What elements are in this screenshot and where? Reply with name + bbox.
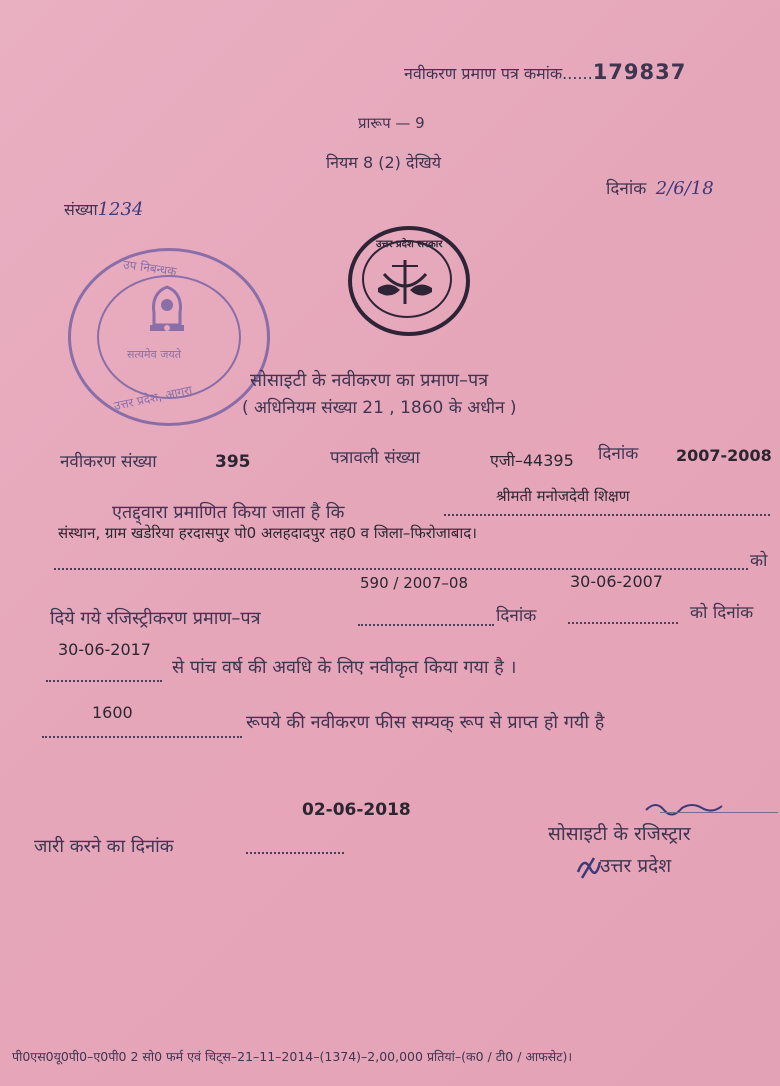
society-name-part2: संस्थान, ग्राम खडेरिया हरदासपुर पो0 अलहदादपुर तह0 व जिला–फिरोजाबाद। [58,524,477,542]
dotted-line-issue [246,852,344,854]
number-handwritten: 1234 [97,199,144,220]
signature-rule [660,812,778,813]
serial-label: नवीकरण प्रमाण पत्र कमांक......179837 [404,60,687,84]
serial-number: 179837 [592,60,687,84]
certify-text: एतद्द्वारा प्रमाणित किया जाता है कि [112,502,345,523]
date-field: दिनांक 2/6/18 [606,178,714,199]
certificate-subtitle: ( अधिनियम संख्या 21 , 1860 के अधीन ) [242,398,517,418]
date-handwritten: 2/6/18 [655,178,714,199]
dotted-line-address [54,568,748,570]
fee-amount: 1600 [92,703,133,722]
issue-date: 02-06-2018 [302,800,411,820]
registrar-state: उत्तर प्रदेश [600,855,672,877]
renewed-text: से पांच वर्ष की अवधि के लिए नवीकृत किया गया है । [172,657,517,678]
issue-label: जारी करने का दिनांक [34,836,174,857]
valid-till: 30-06-2017 [58,640,151,659]
fee-text: रूपये की नवीकरण फीस सम्यक् रूप से प्राप्त हो गयी है [246,712,605,733]
file-no: एजी–44395 [490,451,574,470]
stamp-ring-text: उप निबन्धक [122,257,178,279]
reg-cert-no: 590 / 2007–08 [360,574,468,592]
seal-ring-text: उत्तर प्रदेश सरकार [376,239,443,250]
reg-date: 30-06-2007 [570,572,663,591]
details-date-label: दिनांक [598,444,639,464]
registrar-title: सोसाइटी के रजिस्ट्रार [548,823,691,845]
stamp-emblem-text: सत्यमेव जयते [127,348,182,361]
dotted-line-fee [42,736,242,738]
certificate-title: सोसाइटी के नवीकरण का प्रमाण–पत्र [250,370,489,391]
dotted-line-reg-date [568,622,678,624]
ko-text: को [750,551,768,571]
footer-imprint: पी0एस0यू0पी0–ए0पी0 2 सो0 फर्म एवं चिट्स–21–11–2014–(1374)–2,00,000 प्रतियां–(क0 / टी0 / आफसेट)। [12,1049,573,1064]
up-government-seal [348,226,470,336]
signature-scribble [642,796,762,822]
period: 2007-2008 [676,446,772,465]
society-name-part1: श्रीमती मनोजदेवी शिक्षण [496,487,630,505]
renewal-no-label: नवीकरण संख्या [60,452,157,472]
rule-label: नियम 8 (2) देखिये [326,153,441,172]
dotted-line-valid [46,680,162,682]
form-label: प्रारूप — 9 [358,114,425,132]
stamp-bottom-text: उत्तर प्रदेश, आगरा [112,382,194,414]
date-word: दिनांक [496,606,537,626]
ashoka-emblem-icon [142,283,192,339]
dotted-line-society [444,514,770,516]
registrar-stamp [68,248,270,426]
dotted-line-reg-no [358,624,494,626]
ko-dinank-text: को दिनांक [690,603,754,623]
file-no-label: पत्रावली संख्या [330,448,420,468]
given-reg-text: दिये गये रजिस्ट्रीकरण प्रमाण–पत्र [50,608,261,629]
renewal-no: 395 [215,452,251,472]
number-field: संख्या1234 [64,199,144,220]
fish-bow-emblem-icon [370,254,440,310]
